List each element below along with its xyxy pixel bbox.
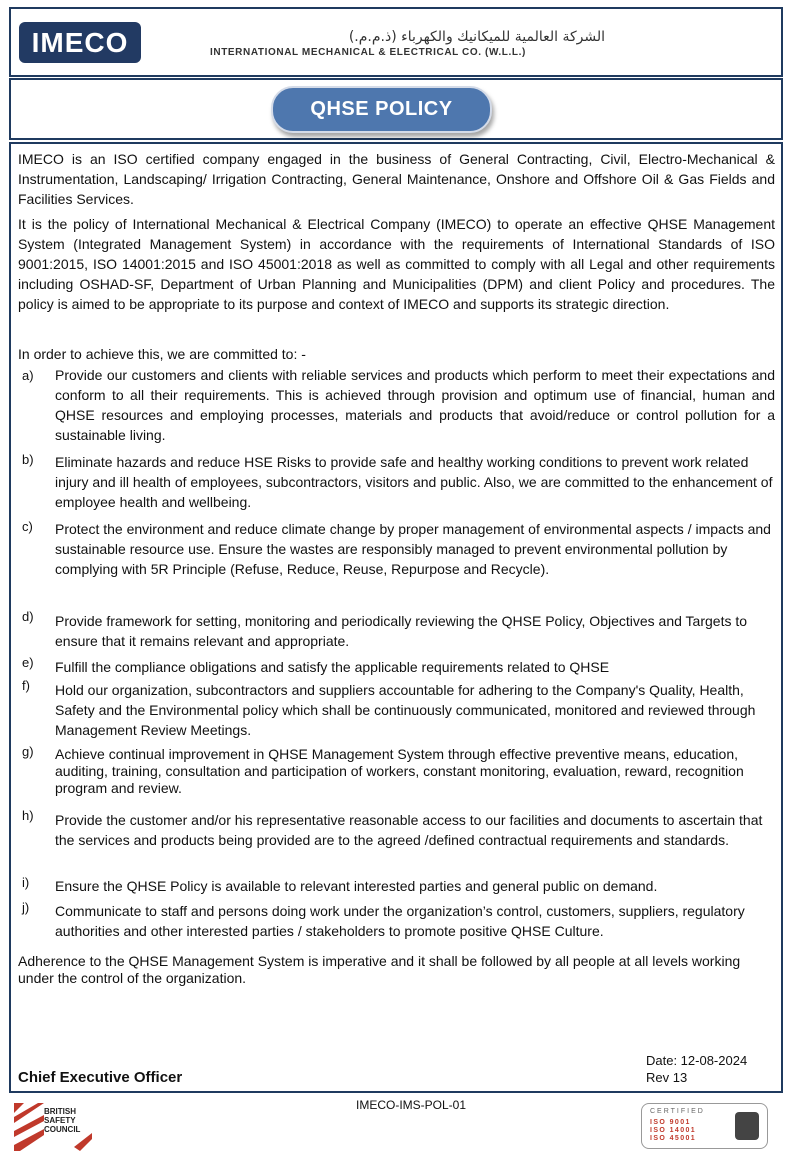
list-item: Provide the customer and/or his representative reasonable access to our facilities and documents to ascertain that the services and products being provided are to the agreed /defined contractual requirements and standards. xyxy=(55,812,763,848)
iso-standard: ISO 9001 xyxy=(650,1119,691,1126)
company-name-arabic: الشركة العالمية للميكانيك والكهرباء (ذ.م.م.) xyxy=(348,29,605,45)
british-safety-council-logo xyxy=(14,1103,92,1151)
list-item-letter: h) xyxy=(22,808,34,823)
bsc-line: SAFETY xyxy=(44,1116,76,1125)
list-item-letter: d) xyxy=(22,609,34,624)
list-item: Eliminate hazards and reduce HSE Risks to provide safe and healthy working conditions to prevent work related injury and ill health of employees, subcontractors, visitors and public. Also, we are committed to the enhancement of employee health and wellbeing. xyxy=(55,454,773,510)
list-item-letter: b) xyxy=(22,452,34,467)
document-number: IMECO-IMS-POL-01 xyxy=(356,1098,467,1112)
closing-paragraph: Adherence to the QHSE Management System is imperative and it shall be followed by all people at all levels working under the control of the organization. xyxy=(18,953,741,986)
list-item-letter: i) xyxy=(22,875,30,890)
list-item: Fulfill the compliance obligations and satisfy the applicable requirements related to QHSE xyxy=(55,659,610,675)
list-item: Hold our organization, subcontractors and suppliers accountable for adhering to the Company's Quality, Health, Safety and the Environmental policy which shall be continuously communicated, monitored and reviewed through Management Review Meetings. xyxy=(55,682,756,738)
iso-certification-badge xyxy=(641,1103,768,1149)
date-rev-block xyxy=(646,1052,747,1086)
list-item-letter: a) xyxy=(22,368,34,383)
bsc-line: BRITISH xyxy=(44,1107,76,1116)
list-item: Communicate to staff and persons doing work under the organization’s control, customers, suppliers, regulatory authorities and other interested parties / stakeholders to promote positive QHSE Culture. xyxy=(55,903,745,939)
page-title: QHSE POLICY xyxy=(271,86,492,133)
list-item: Provide framework for setting, monitoring and periodically reviewing the QHSE Policy, Objectives and Targets to ensure that it remains relevant and appropriate. xyxy=(55,613,748,649)
iso-standard: ISO 45001 xyxy=(650,1135,697,1142)
list-item: Provide our customers and clients with reliable services and products which perform to meet their expectations and conform to all their requirements. This is achieved through provision and optimum use of financial, human and QHSE resources and employing processes, materials and products that avoid/reduce or control pollution for a sustainable living. xyxy=(55,367,775,443)
list-item-letter: j) xyxy=(22,900,30,915)
date: Date: 12-08-2024 xyxy=(646,1053,748,1068)
list-item-letter: e) xyxy=(22,655,34,670)
bsc-line: COUNCIL xyxy=(44,1125,81,1134)
list-item: Protect the environment and reduce climate change by proper management of environmental aspects / impacts and sustainable resource use. Ensure the wastes are responsibly managed to prevent environmental pollution by complying with 5R Principle (Refuse, Reduce, Reuse, Repurpose and Recycle). xyxy=(55,521,771,577)
imeco-logo: IMECO xyxy=(19,22,141,63)
signature-title: Chief Executive Officer xyxy=(18,1069,183,1086)
list-item: Achieve continual improvement in QHSE Management System through effective preventive means, education, auditing, training, consultation and participation of workers, constant monitoring, evaluation, reward, recognition program and review. xyxy=(55,746,744,796)
list-item: Ensure the QHSE Policy is available to relevant interested parties and general public on demand. xyxy=(55,878,658,894)
intro-paragraph: In order to achieve this, we are committed to: - xyxy=(18,346,306,362)
intro-paragraph: It is the policy of International Mechanical & Electrical Company (IMECO) to operate an effective QHSE Management System (Integrated Management System) in accordance with the requirements of International Standards of ISO 9001:2015, ISO 14001:2015 and ISO 45001:2018 as well as committed to comply with all Legal and other requirements including OSHAD-SF, Department of Urban Planning and Municipalities (DPM) and client Policy and procedures. The policy is aimed to be appropriate to its purpose and context of IMECO and supports its strategic direction. xyxy=(18,216,775,312)
list-item-letter: f) xyxy=(22,678,30,693)
list-item-letter: c) xyxy=(22,519,33,534)
revision: Rev 13 xyxy=(646,1070,688,1085)
intro-paragraph: IMECO is an ISO certified company engaged in the business of General Contracting, Civil, Electro-Mechanical & Instrumentation, Landscaping/ Irrigation Contracting, General Maintenance, Onshore and Offshore Oil & Gas Fields and Facilities Services. xyxy=(18,151,775,207)
company-name: INTERNATIONAL MECHANICAL & ELECTRICAL CO. (W.L.L.) xyxy=(210,47,526,58)
list-item-letter: g) xyxy=(22,744,34,759)
bureau-veritas-seal-icon xyxy=(735,1112,759,1140)
iso-certified-label: CERTIFIED xyxy=(650,1108,705,1115)
iso-standard: ISO 14001 xyxy=(650,1127,697,1134)
